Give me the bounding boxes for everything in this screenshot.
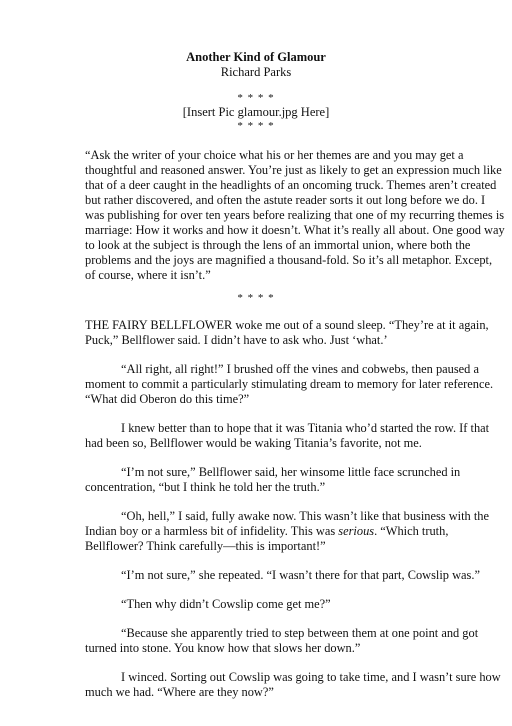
- text-line: “I’m not sure,” Bellflower said, her winsome little face scrunched in: [121, 465, 461, 479]
- story-paragraph: [85, 626, 479, 656]
- story-paragraph: [85, 509, 489, 554]
- text-line: “Ask the writer of your choice what his or her themes are and you may get a: [85, 148, 464, 162]
- intro-quote: [85, 148, 505, 283]
- section-separator: * * * *: [237, 92, 275, 104]
- text-line: “All right, all right!” I brushed off the vines and cobwebs, then paused a: [121, 362, 479, 376]
- text-line: problems and the joys are magnified a thousand-fold. So it’s all metaphor. Except,: [85, 253, 493, 267]
- text-line: moment to commit a particularly stimulating dream to memory for later reference.: [85, 377, 494, 391]
- text-line: “Then why didn’t Cowslip come get me?”: [121, 597, 331, 611]
- text-run: Indian boy or a harmless bit of infidelity. This was: [85, 524, 339, 538]
- text-line: “Oh, hell,” I said, fully awake now. This wasn’t like that business with the: [121, 509, 489, 523]
- text-run: . “Which truth,: [374, 524, 449, 538]
- story-paragraph: [85, 568, 480, 583]
- text-line: Puck,” Bellflower said. I didn’t have to ask who. Just ‘what.’: [85, 333, 388, 347]
- text-line: was publishing for over ten years before realizing that one of my recurring themes is: [85, 208, 505, 222]
- text-line: THE FAIRY BELLFLOWER woke me out of a sound sleep. “They’re at it again,: [85, 318, 489, 332]
- text-line: “What did Oberon do this time?”: [85, 392, 250, 406]
- text-line: turned into stone. You know how that slows her down.”: [85, 641, 361, 655]
- story-paragraph: [85, 318, 489, 348]
- text-line: concentration, “but I think he told her the truth.”: [85, 480, 326, 494]
- text-line: marriage: How it works and how it doesn’t. What it’s really all about. One good way: [85, 223, 505, 237]
- story-paragraph: [85, 597, 435, 612]
- text-line: I winced. Sorting out Cowslip was going to take time, and I wasn’t sure how: [121, 670, 501, 684]
- emphasis-text: serious: [338, 524, 375, 538]
- story-paragraph: [85, 362, 494, 407]
- text-line: [85, 524, 449, 539]
- text-line: I knew better than to hope that it was Titania who’d started the row. If that: [121, 421, 490, 435]
- text-line: to look at the subject is through the lens of an immortal union, where both the: [85, 238, 471, 252]
- section-separator: * * * *: [237, 120, 275, 132]
- text-line: had been so, Bellflower would be waking Titania’s favorite, not me.: [85, 436, 422, 450]
- author-name: Richard Parks: [220, 65, 292, 79]
- text-line: “I’m not sure,” she repeated. “I wasn’t there for that part, Cowslip was.”: [121, 568, 480, 582]
- image-placeholder: [Insert Pic glamour.jpg Here]: [182, 105, 330, 119]
- story-title: Another Kind of Glamour: [186, 50, 326, 64]
- text-line: Bellflower? Think carefully—this is important!”: [85, 539, 326, 553]
- text-line: that of a deer caught in the headlights of an oncoming truck. Themes aren’t created: [85, 178, 497, 192]
- story-paragraph: [85, 670, 501, 700]
- text-line: “Because she apparently tried to step between them at one point and got: [121, 626, 479, 640]
- text-line: of course, where it isn’t.”: [85, 268, 211, 282]
- text-line: much we had. “Where are they now?”: [85, 685, 274, 699]
- text-line: but rather discovered, and often the astute reader sorts it out long before we do. I: [85, 193, 486, 207]
- text-line: thoughtful and reasoned answer. You’re just as likely to get an expression much like: [85, 163, 502, 177]
- story-paragraph: [85, 421, 490, 451]
- story-paragraph: [85, 465, 461, 495]
- section-separator: * * * *: [237, 292, 275, 304]
